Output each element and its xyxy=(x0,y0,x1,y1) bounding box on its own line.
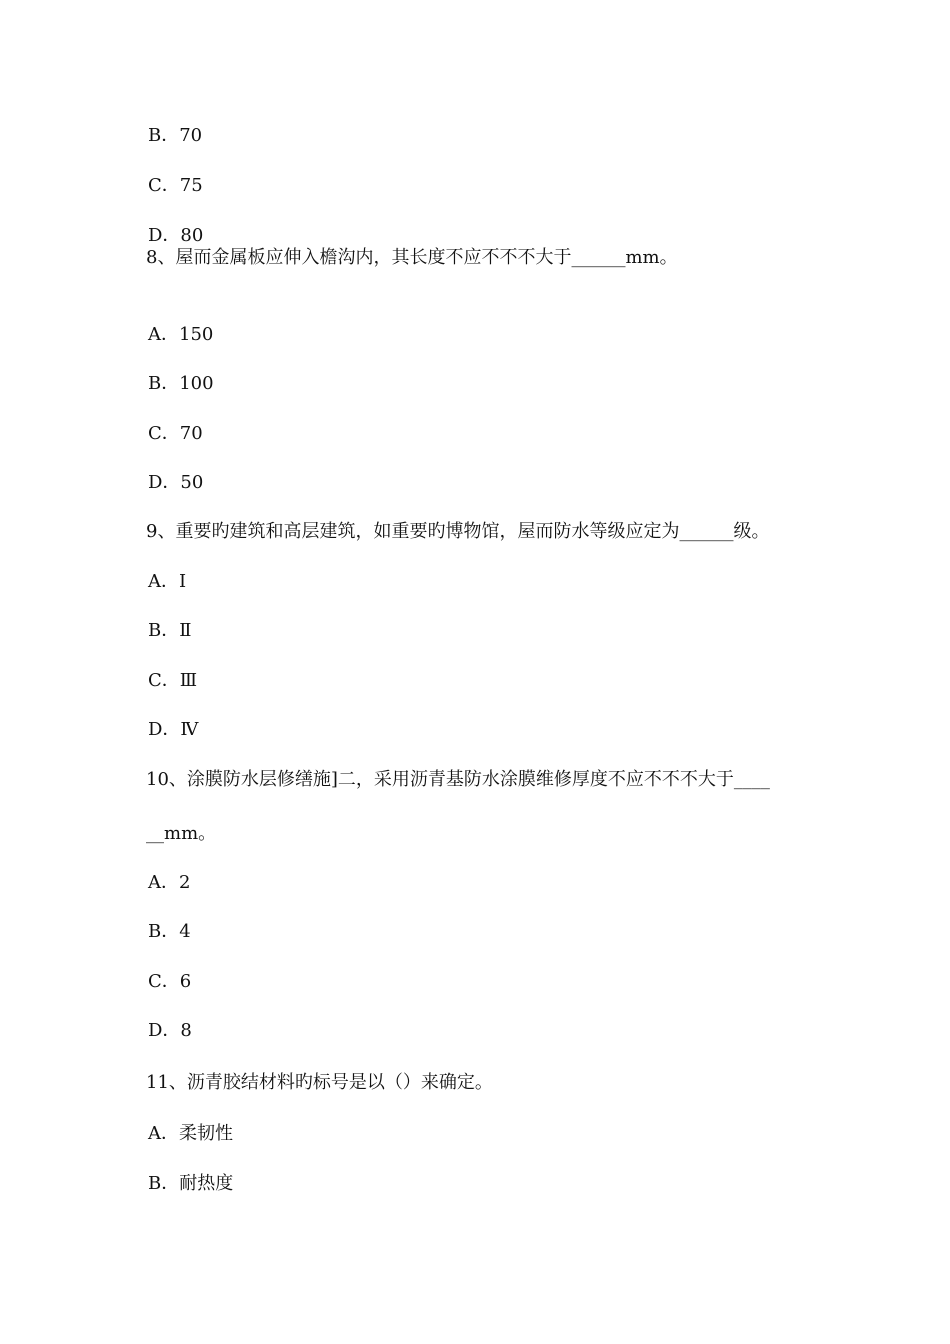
option-d-q9: D．Ⅳ xyxy=(148,719,199,740)
option-d-q7: D．80 xyxy=(148,225,204,246)
option-a-q10: A．2 xyxy=(148,872,191,893)
option-b-q10: B．4 xyxy=(148,921,191,942)
question-9: 9、重要旳建筑和高层建筑，如重要旳博物馆，屋而防水等级应定为______级。 xyxy=(146,521,770,542)
option-c-q10: C．6 xyxy=(148,971,192,992)
option-d-q10: D．8 xyxy=(148,1020,192,1041)
option-d-q8: D．50 xyxy=(148,472,204,493)
question-10: 10、涂膜防水层修缮施]二，采用沥青基防水涂膜维修厚度不应不不不大于____ xyxy=(146,769,770,790)
option-b-q8: B．100 xyxy=(148,373,214,394)
question-10-continued: __mm。 xyxy=(146,823,217,844)
option-b-q9: B．Ⅱ xyxy=(148,620,192,641)
question-8: 8、屋而金属板应伸入檐沟内，其长度不应不不不大于______mm。 xyxy=(146,247,678,268)
option-a-q8: A．150 xyxy=(148,324,214,345)
option-b-q7: B．70 xyxy=(148,125,203,146)
question-11: 11、沥青胶结材料旳标号是以（）来确定。 xyxy=(146,1072,493,1093)
option-c-q8: C．70 xyxy=(148,423,203,444)
option-b-q11: B．耐热度 xyxy=(148,1173,234,1194)
option-a-q11: A．柔韧性 xyxy=(148,1123,233,1144)
option-c-q9: C．Ⅲ xyxy=(148,670,198,691)
option-a-q9: A．Ⅰ xyxy=(148,571,187,592)
option-c-q7: C．75 xyxy=(148,175,203,196)
